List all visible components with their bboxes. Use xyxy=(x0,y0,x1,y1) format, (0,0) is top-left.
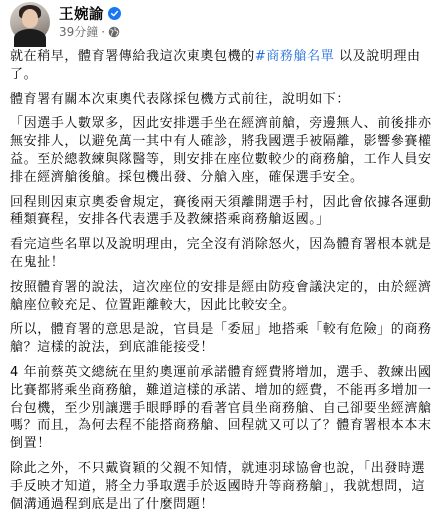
paragraph-8: 4 年前蔡英文總統在里約奧運前承諾體育經費將增加，選手、教練出國比賽都將乘坐商務艙，難道這樣的承諾、增加的經費，不能再多增加一台包機，至少別讓選手眼睜睜的看著官員坐商務艙、自己卻要坐經濟艙嗎？而且，為何去程不能搭商務艙、回程就又可以了？體育署根本本末倒置！ xyxy=(10,364,432,452)
paragraph-4: 回程則因東京奧委會規定，賽後兩天須離開選手村，因此會依據各運動種類賽程，安排各代表選手及教練搭乘商務艙返國。」 xyxy=(10,194,432,228)
post-meta xyxy=(59,2,121,40)
post-subline xyxy=(59,23,121,40)
paragraph-2: 體育署有關本次東奧代表隊採包機方式前往，說明如下： xyxy=(10,91,351,107)
separator-dot: · xyxy=(101,24,106,39)
author-row xyxy=(59,4,121,22)
author-avatar[interactable] xyxy=(10,2,50,42)
paragraph-1-text-start: 就在稍早，體育署傳給我這次東奧包機的 xyxy=(10,49,255,64)
post-header xyxy=(10,0,435,48)
paragraph-7: 所以，體育署的意思是說，官員是「委屈」地搭乘「較有危險」的商務艙？這樣的說法，到底誰能接受！ xyxy=(10,322,432,356)
hashtag-link[interactable]: #商務艙名單 xyxy=(254,49,335,64)
paragraph-1-text-end: 以及說明理由了。 xyxy=(10,49,421,82)
post-timestamp[interactable]: 39分鐘 xyxy=(59,25,99,39)
author-name[interactable]: 王婉諭 xyxy=(59,6,104,23)
globe-icon[interactable] xyxy=(108,26,120,38)
paragraph-1 xyxy=(10,48,435,84)
paragraph-9: 除此之外，不只戴資穎的父親不知情，就連羽球協會也說，「出發時選手反映才知道，將全力爭取選手於返國時升等商務艙」，我就想問，這個溝通過程到底是出了什麼問題！ xyxy=(10,460,426,512)
post-body xyxy=(10,48,435,513)
paragraph-3: 「因選手人數眾多，因此安排選手坐在經濟前艙，旁邊無人、前後排亦無安排人，以避免萬一其中有人確診，將我國選手被隔離，影響參賽權益。至於總教練與隊醫等，則安排在座位數較少的商務艙，工作人員安排在經濟艙後艙。採包機出發、分艙入座，確保選手安全。 xyxy=(10,116,432,185)
verified-badge-icon xyxy=(108,7,121,20)
paragraph-6: 按照體育署的說法，這次座位的安排是經由防疫會議決定的，由於經濟艙座位較充足、位置距離較大，因此比較安全。 xyxy=(10,279,432,313)
paragraph-5: 看完這些名單以及說明理由，完全沒有消除怒火，因為體育署根本就是在鬼扯！ xyxy=(10,237,432,270)
